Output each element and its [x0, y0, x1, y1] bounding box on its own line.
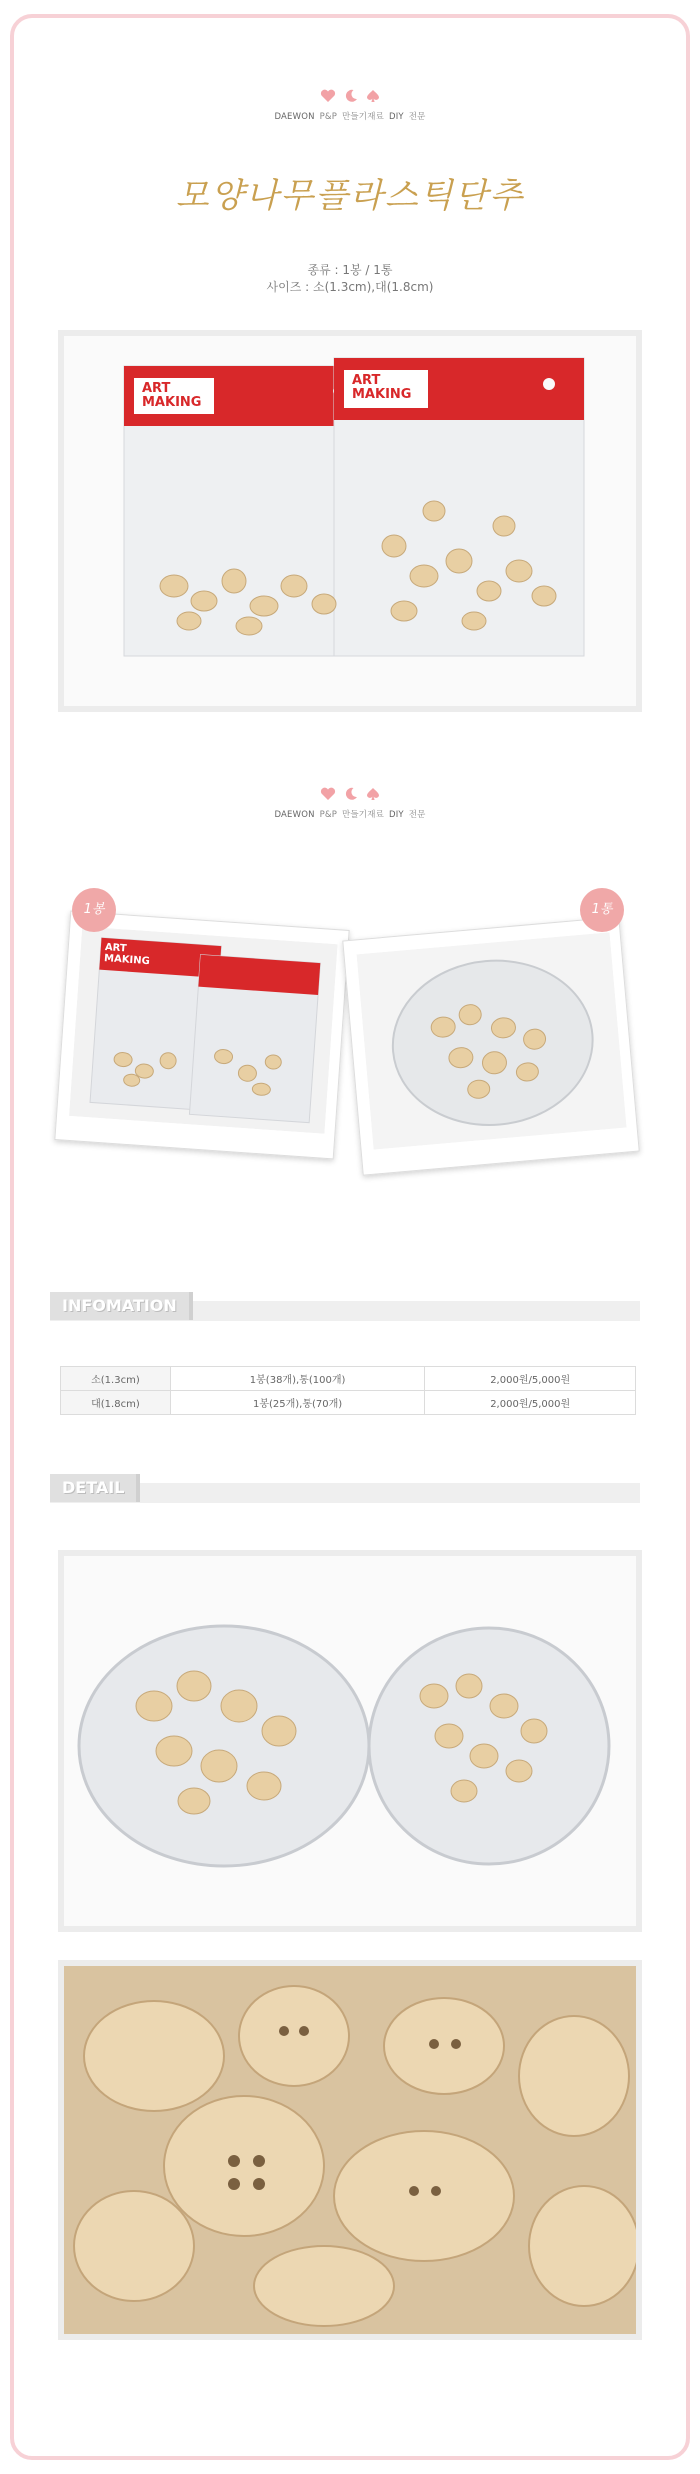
- detail-photo-closeup: [58, 1960, 642, 2340]
- heart-icon: [320, 787, 336, 801]
- closeup-illustration: [64, 1966, 636, 2334]
- heart-icon: [320, 89, 336, 103]
- information-header: [50, 1292, 640, 1322]
- price-cell: 2,000원/5,000원: [425, 1367, 636, 1391]
- price-cell: 2,000원/5,000원: [425, 1391, 636, 1415]
- photo-bag-polaroid: [54, 911, 349, 1160]
- photo-case-polaroid: [342, 916, 640, 1175]
- size-cell: 소(1.3cm): [61, 1367, 171, 1391]
- package-label-making: MAKING: [103, 952, 151, 968]
- badge-case: 1통: [580, 888, 624, 932]
- package-label-making: MAKING: [352, 387, 412, 402]
- detail-title: DETAIL: [50, 1474, 140, 1502]
- spec-size: 사이즈 : 소(1.3cm),대(1.8cm): [266, 280, 434, 294]
- brand-diy: DIY: [388, 112, 404, 122]
- spec-type: 종류 : 1봉 / 1통: [307, 263, 393, 277]
- product-title: 모양나무플라스틱단추: [175, 176, 525, 216]
- brand-suffix: P&P: [319, 112, 338, 122]
- brand-name: DAEWON: [274, 810, 315, 820]
- spade-icon: [366, 787, 380, 801]
- spade-icon: [366, 89, 380, 103]
- package-label-art: ART: [352, 373, 381, 388]
- package-label-art: ART: [142, 381, 171, 396]
- brand-tagline-end: 전문: [408, 112, 426, 122]
- product-photo-main: [58, 330, 642, 712]
- quantity-cell: 1봉(25개),통(70개): [170, 1391, 425, 1415]
- moon-icon: [344, 787, 358, 801]
- brand-tagline: 만들기재료: [341, 112, 385, 122]
- quantity-cell: 1봉(38개),통(100개): [170, 1367, 425, 1391]
- package-label-making: MAKING: [142, 395, 202, 410]
- brand-header: [0, 88, 700, 122]
- brand-name: DAEWON: [274, 112, 315, 122]
- cases-illustration: [64, 1556, 636, 1926]
- badge-bag: 1봉: [72, 888, 116, 932]
- brand-header-2: [0, 786, 700, 820]
- detail-photo-cases: [58, 1550, 642, 1932]
- table-row: [61, 1367, 636, 1391]
- brand-tagline: 만들기재료: [341, 810, 385, 820]
- detail-header: [50, 1474, 640, 1504]
- brand-diy: DIY: [388, 810, 404, 820]
- size-cell: 대(1.8cm): [61, 1391, 171, 1415]
- table-row: [61, 1391, 636, 1415]
- brand-suffix: P&P: [319, 810, 338, 820]
- information-title: INFOMATION: [50, 1292, 193, 1320]
- case-photo: [357, 932, 627, 1149]
- brand-tagline-end: 전문: [408, 810, 426, 820]
- info-table: [60, 1366, 636, 1415]
- package-label-art: ART: [104, 942, 128, 955]
- moon-icon: [344, 89, 358, 103]
